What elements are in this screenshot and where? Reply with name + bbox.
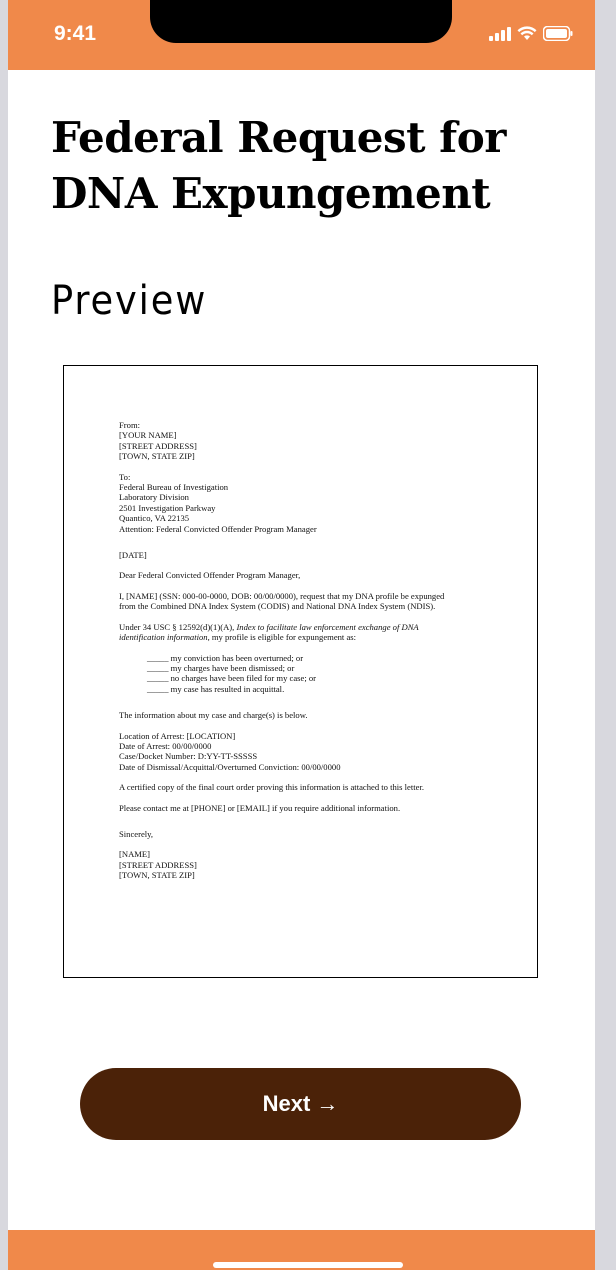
option-acquittal: _____ my case has resulted in acquittal. <box>147 683 285 694</box>
eligibility-options <box>119 653 479 695</box>
to-attention: Attention: Federal Convicted Offender Program Manager <box>119 523 317 534</box>
status-time: 9:41 <box>54 22 97 45</box>
arrest-date: Date of Arrest: 00/00/0000 <box>119 740 212 751</box>
status-icons <box>489 26 573 41</box>
contact-line: Please contact me at [PHONE] or [EMAIL] if you require additional information. <box>119 802 401 813</box>
option-dismissed: _____ my charges have been dismissed; or <box>147 662 295 673</box>
status-bar <box>8 0 595 70</box>
statute-italic2: identification information <box>119 632 208 643</box>
to-division: Laboratory Division <box>119 492 189 503</box>
notch <box>150 0 452 43</box>
from-town: [TOWN, STATE ZIP] <box>119 451 195 462</box>
document-preview <box>63 365 538 978</box>
statute-line2 <box>119 632 479 642</box>
closing: Sincerely, <box>119 828 154 839</box>
page-title <box>51 110 571 222</box>
to-label: To: <box>119 471 131 482</box>
request-line1: I, [NAME] (SSN: 000-00-0000, DOB: 00/00/0000), request that my DNA profile be expunged <box>119 590 445 601</box>
signature-name: [NAME] <box>119 849 151 860</box>
letter-body <box>119 420 479 881</box>
signal-icon <box>489 27 511 41</box>
arrest-location: Location of Arrest: [LOCATION] <box>119 730 236 741</box>
signature-street: [STREET ADDRESS] <box>119 859 197 870</box>
to-town: Quantico, VA 22135 <box>119 513 190 524</box>
arrow-right-icon: → <box>316 1091 339 1116</box>
home-indicator[interactable] <box>213 1262 403 1268</box>
to-org: Federal Bureau of Investigation <box>119 482 229 493</box>
letter-date: [DATE] <box>119 550 147 561</box>
salutation: Dear Federal Convicted Offender Program Manager, <box>119 570 301 581</box>
wifi-icon <box>517 26 537 41</box>
option-no-charges: _____ no charges have been filed for my case; or <box>147 673 317 684</box>
case-number: Case/Docket Number: D:YY-TT-SSSSS <box>119 751 258 762</box>
next-button-label: Next <box>262 1091 311 1116</box>
statute-italic1: Index to facilitate law enforcement exchange of DNA <box>236 621 419 632</box>
next-button[interactable] <box>80 1068 521 1140</box>
statute-prefix: Under 34 USC § 12592(d)(1)(A), <box>119 621 237 632</box>
dismissal-date: Date of Dismissal/Acquittal/Overturned Conviction: 00/00/0000 <box>119 761 341 772</box>
statute-line1 <box>119 622 479 632</box>
info-intro: The information about my case and charge(s) is below. <box>119 710 308 721</box>
statute-suffix: , my profile is eligible for expungement as: <box>207 632 357 643</box>
to-street: 2501 Investigation Parkway <box>119 502 216 513</box>
from-label: From: <box>119 420 141 430</box>
page-title-line1: Federal Request for <box>51 113 506 162</box>
preview-heading: Preview <box>51 278 208 324</box>
certified-copy: A certified copy of the final court order proving this information is attached to this letter. <box>119 782 424 793</box>
signature-town: [TOWN, STATE ZIP] <box>119 870 195 881</box>
from-street: [STREET ADDRESS] <box>119 440 197 451</box>
window-edge <box>595 0 616 1270</box>
battery-icon <box>543 26 573 41</box>
from-name: [YOUR NAME] <box>119 430 177 441</box>
request-line2: from the Combined DNA Index System (CODIS) and National DNA Index System (NDIS). <box>119 601 436 612</box>
phone-screen <box>8 0 595 1270</box>
option-overturned: _____ my conviction has been overturned; or <box>147 652 304 663</box>
page-title-line2: DNA Expungement <box>51 169 491 218</box>
